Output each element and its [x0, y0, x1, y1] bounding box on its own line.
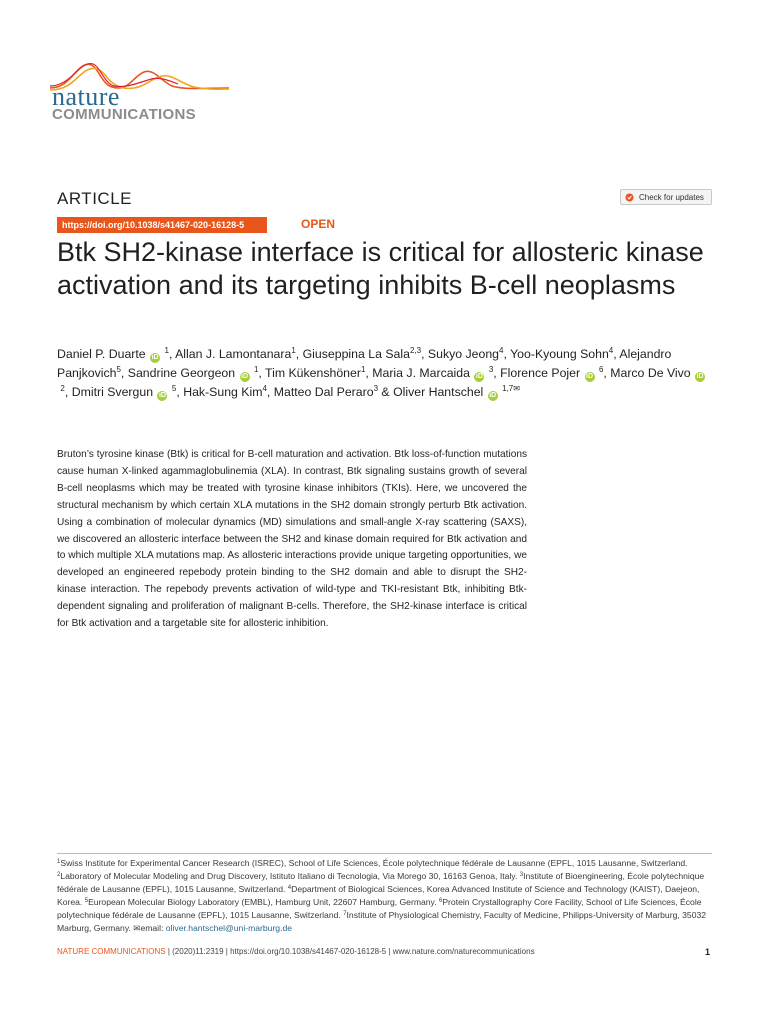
email-link[interactable]: oliver.hantschel@uni-marburg.de — [165, 923, 293, 933]
author-affiliation-marker: 4 — [262, 384, 267, 393]
author-item — [57, 347, 169, 361]
author-affiliation-marker: 5 — [116, 365, 121, 374]
author-affiliation-marker: 3 — [373, 384, 379, 393]
check-for-updates-button[interactable] — [620, 189, 712, 205]
author-item — [183, 385, 267, 399]
author-name[interactable]: Sukyo Jeong — [427, 347, 500, 361]
logo-nature-text: nature — [52, 82, 120, 111]
author-item — [128, 366, 259, 380]
affiliation-number: 6 — [438, 898, 443, 904]
author-item — [372, 366, 493, 380]
email-icon: ✉ — [133, 923, 141, 933]
author-affiliation-marker: 1,7✉ — [502, 384, 520, 393]
orcid-icon[interactable]: iD — [586, 373, 594, 380]
affiliation-text: Institute of Bioengineering, École polytechnique fédérale de Lausanne (EPFL), 1015 Lausanne, Switzerland. — [57, 871, 705, 894]
author-name[interactable]: Matteo Dal Peraro — [273, 385, 374, 399]
author-list: Daniel P. Duarte iD $^1$, Allan J. Lamontanara$^1$, Giuseppina La Sala$^{2,3}$, Sukyo Jeong$^4$, Yoo-Kyoung Sohn$^4$, Alejandro Panjkovich$^5$, Sandrine Georgeon iD $^1$, Tim Kükenshöner$^1$, Maria J. Marcaida iD $^3$, Florence Pojer iD $^6$, Marco De Vivo iD $^2$, Dmitri Svergun iD $^5$, Hak-Sung Kim$^4$, Matteo Dal Peraro$^3$ & Oliver Hantschel iD $^{1,7✉}$ — [57, 345, 717, 402]
journal-logo — [44, 58, 234, 128]
author-name[interactable]: Dmitri Svergun — [71, 385, 154, 399]
abstract: Bruton’s tyrosine kinase (Btk) is critical for B-cell maturation and activation. Btk loss-of-function mutations cause human X-linked agammaglobulinemia (XLA). In contrast, Btk signaling sustains growth of several B-cell neoplasms which may be treated with tyrosine kinase inhibitors (TKIs). Here, we uncovered the structural mechanism by which certain XLA mutations in the SH2 domain strongly perturb Btk activation. Using a combination of molecular dynamics (MD) simulations and small-angle X-ray scattering (SAXS), we discovered an allosteric interface between the SH2 and kinase domain required for Btk activation and to which multiple XLA mutations map. As allosteric interactions provide unique targeting opportunities, we developed an engineered repebody protein binding to the SH2 domain and able to disrupt the SH2-kinase interaction. The repebody prevents activation of wild-type and TKI-resistant Btk, inhibiting Btk-dependent signaling and proliferation of malignant B-cells. Therefore, the SH2-kinase interface is critical for Btk activation and a targetable site for allosteric inhibition. — [57, 449, 527, 630]
affiliation-number: 4 — [287, 885, 292, 891]
author-item — [393, 385, 520, 399]
author-item — [500, 366, 603, 380]
author-affiliation-marker: 3 — [488, 365, 494, 374]
orcid-icon[interactable]: iD — [241, 373, 249, 380]
author-affiliation-marker: 1 — [360, 365, 366, 374]
author-affiliation-marker: 1 — [253, 365, 259, 374]
article-title: Btk SH2-kinase interface is critical for allosteric kinase activation and its targeting inhibits B-cell neoplasms — [57, 237, 704, 300]
affiliation-number: 3 — [519, 872, 524, 878]
orcid-icon[interactable]: iD — [151, 354, 159, 361]
author-affiliation-marker: 4 — [499, 346, 504, 355]
author-affiliation-marker: 5 — [171, 384, 177, 393]
affiliation-text: Protein Crystallography Core Facility, School of Life Sciences, École polytechnique fédérale de Lausanne (EPFL), 1015 Lausanne, Switzerland. — [57, 897, 702, 920]
affiliation-number: 2 — [57, 872, 61, 878]
page-footer — [57, 946, 712, 958]
footer-citation: | (2020)11:2319 | https://doi.org/10.1038/s41467-020-16128-5 | www.nature.com/naturecommunications — [167, 947, 535, 956]
affiliation-number: 1 — [57, 859, 61, 865]
author-name[interactable]: Maria J. Marcaida — [372, 366, 470, 380]
affiliation-number: 7 — [343, 911, 347, 917]
doi-link[interactable]: https://doi.org/10.1038/s41467-020-16128-5 — [57, 217, 267, 233]
open-access-label: OPEN — [301, 217, 336, 231]
affiliations-divider — [57, 853, 712, 854]
author-item — [72, 385, 177, 399]
author-affiliation-marker: 4 — [608, 346, 614, 355]
author-item — [428, 347, 504, 361]
author-affiliation-marker: 2,3 — [409, 346, 422, 355]
check-updates-icon — [625, 193, 634, 202]
affiliation-text: Institute of Physiological Chemistry, Faculty of Medicine, Philipps-University of Marburg, 35032 Marburg, Germany. — [57, 910, 707, 933]
orcid-icon[interactable]: iD — [158, 392, 166, 399]
author-name[interactable]: Sandrine Georgeon — [127, 366, 236, 380]
author-name[interactable]: Florence Pojer — [500, 366, 581, 380]
author-name[interactable]: Oliver Hantschel — [393, 385, 484, 399]
author-name[interactable]: Giuseppina La Sala — [302, 347, 410, 361]
page-number: 1 — [705, 947, 711, 957]
orcid-icon[interactable]: iD — [475, 373, 483, 380]
author-name[interactable]: Tim Kükenshöner — [265, 366, 361, 380]
author-name[interactable]: Yoo-Kyoung Sohn — [510, 347, 609, 361]
email-label: email: — [140, 923, 164, 933]
author-affiliation-marker: 1 — [164, 346, 169, 355]
affiliations — [57, 857, 715, 935]
orcid-icon[interactable]: iD — [696, 373, 704, 380]
logo-communications-text: COMMUNICATIONS — [52, 106, 196, 123]
author-name[interactable]: Alejandro Panjkovich — [57, 347, 672, 380]
author-name[interactable]: Daniel P. Duarte — [57, 347, 146, 361]
affiliation-text: Laboratory of Molecular Modeling and Drug Discovery, Istituto Italiano di Tecnologia, Via Morego 30, 16163 Genoa, Italy. — [60, 871, 518, 881]
author-affiliation-marker: 1 — [291, 346, 296, 355]
author-affiliation-marker: 6 — [598, 365, 604, 374]
affiliation-text: European Molecular Biology Laboratory (EMBL), Hamburg Unit, 22607 Hamburg, Germany. — [88, 897, 437, 907]
author-name[interactable]: Hak-Sung Kim — [183, 385, 263, 399]
author-name[interactable]: Marco De Vivo — [610, 366, 691, 380]
author-item — [175, 347, 296, 361]
footer-journal-name: NATURE COMMUNICATIONS — [57, 947, 166, 956]
author-item — [510, 347, 613, 361]
author-item — [265, 366, 365, 380]
orcid-icon[interactable]: iD — [489, 392, 497, 399]
affiliation-number: 5 — [84, 898, 89, 904]
author-affiliation-marker: 2 — [60, 384, 65, 393]
article-type-label: ARTICLE — [57, 189, 132, 208]
author-item — [274, 385, 378, 399]
author-name[interactable]: Allan J. Lamontanara — [175, 347, 292, 361]
author-item — [303, 347, 421, 361]
affiliation-text: Department of Biological Sciences, Korea Advanced Institute of Science and Technology (KAIST), Daejeon, Korea. — [57, 884, 700, 907]
affiliation-text: Swiss Institute for Experimental Cancer Research (ISREC), School of Life Sciences, École polytechnique fédérale de Lausanne (EPFL, 1015 Lausanne, Switzerland. — [60, 858, 688, 868]
check-updates-label: Check for updates — [639, 193, 704, 202]
